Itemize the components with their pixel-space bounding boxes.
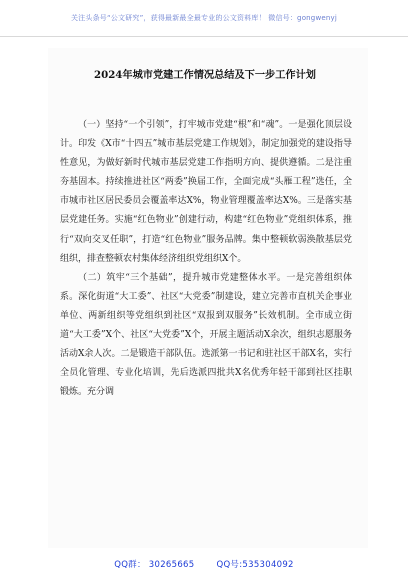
footer-qq-group: QQ群： 30265665 — [114, 560, 195, 570]
footer-qq-number: QQ号:535304092 — [216, 560, 294, 570]
document-title: 2024年城市党建工作情况总结及下一步工作计划 — [94, 69, 316, 81]
footer-contact — [0, 558, 408, 574]
paragraph-1: （一）坚持“一个引领”，打牢城市党建“根”和“魂”。一是强化顶层设计。印发《X市“十四五”城市基层党建工作规划》，制定加强党的建设指导性意见，为做好新时代城市基层党建工作指明方向、提供遵循。二是注重夯基固本。持续推进社区“两委”换届工作，全面完成“头雁工程”选任，全市城市社区居民委员会覆盖率达X%，物业管理覆盖率达X%。三是落实基层党建任务。实施“红色物业”创建行动，构建“红色物业”党组织体系，推行“双向交叉任职”，打造“红色物业”服务品牌。集中整顿软弱涣散基层党组织，排查整顿农村集体经济组织党组织X个。 — [60, 120, 352, 264]
banner-text: 关注头条号“公文研究”，获得最新最全最专业的公文资料库！ 微信号：gongwenyj — [70, 14, 338, 22]
paragraph-2: （二）筑牢“三个基础”，提升城市党建整体水平。一是完善组织体系。深化街道“大工委”、社区“大党委”制建设，建立完善市直机关企事业单位、两新组织等党组织到社区“双报到双服务”长效机制。全市成立街道“大工委”X个、社区“大党委”X个，开展主题活动X余次，组织志愿服务活动X余人次。二是锻造干部队伍。选派第一书记和驻社区干部X名，实行全员化管理、专业化培训，先后选派四批共X名优秀年轻干部到社区挂职锻炼。充分调 — [60, 272, 352, 398]
document-body — [60, 116, 352, 402]
header-banner — [0, 0, 408, 37]
